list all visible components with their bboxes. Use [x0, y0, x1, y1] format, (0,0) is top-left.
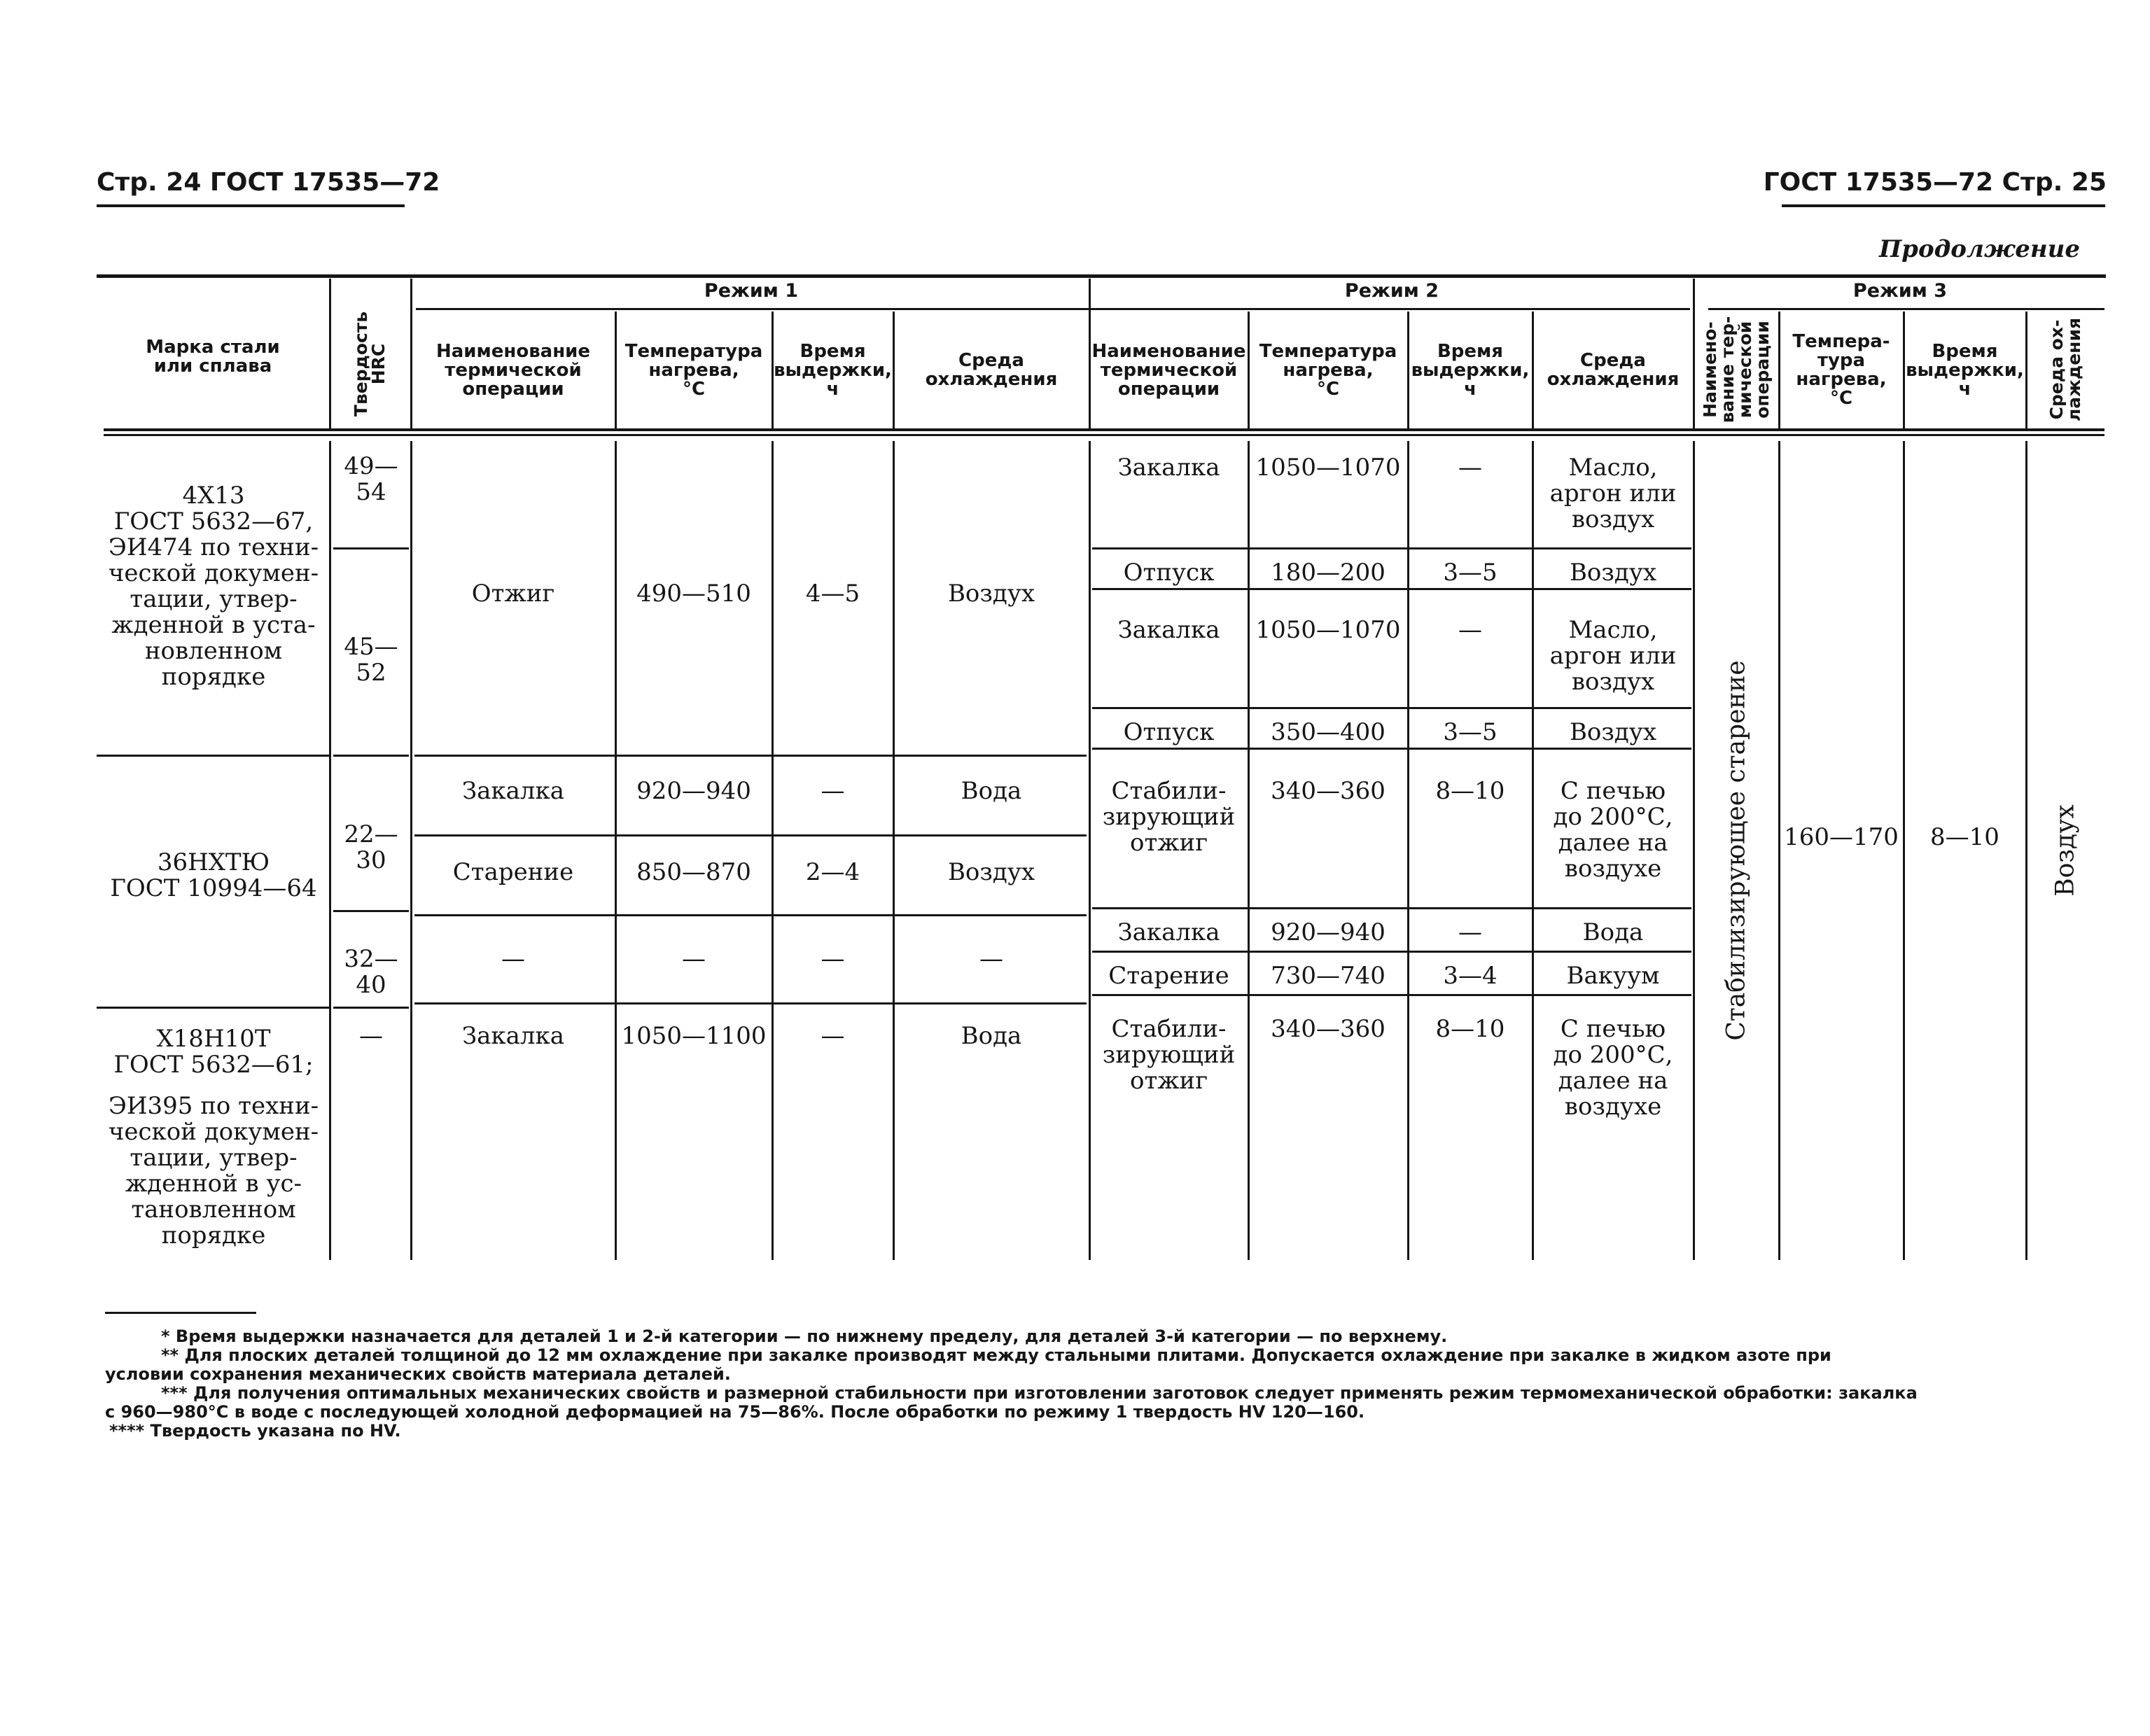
footnote-3: *** Для получения оптимальных механических свойств и размерной стабильности при изготовлении заготовок следует применять режим термомеханической обработки: закалка с 960—980°С в воде с последующей холодной деформацией на 75—86%. После обработки по режиму 1 твердость HV 120—160.	[105, 1383, 1918, 1422]
m3-temp: 160—170	[1784, 823, 1899, 851]
vline	[1248, 441, 1250, 1260]
vline	[410, 279, 412, 430]
mode-header-rule	[416, 308, 1690, 310]
page-header-left: Стр. 24 ГОСТ 17535—72	[97, 168, 440, 197]
m2-r6-temp: 730—740	[1271, 962, 1385, 990]
m2-r3-op: Отпуск	[1123, 718, 1215, 746]
m1-r2b-time: 2—4	[805, 858, 860, 886]
m2-r4-medium: С печью до 200°С, далее на воздухе	[1553, 777, 1673, 883]
m2-r4-temp: 340—360	[1271, 777, 1385, 805]
m2-r6-op: Старение	[1108, 962, 1229, 990]
m2-r2-time: —	[1458, 616, 1482, 644]
vline	[1532, 441, 1534, 1260]
row-rule	[414, 1002, 1087, 1004]
m3-col-medium: Среда ох- лаждения	[2046, 317, 2084, 422]
m2-r7-time: 8—10	[1435, 1015, 1505, 1043]
row-rule	[1092, 994, 1691, 996]
row-rule	[414, 914, 1087, 916]
vline	[615, 441, 617, 1260]
m2-r1-medium: Воздух	[1569, 559, 1657, 587]
hardness-1: 49—54	[344, 452, 398, 506]
m1-r2b-op: Старение	[452, 858, 574, 886]
vline	[2025, 441, 2027, 1260]
m3-col-temp: Темпера- тура нагрева, °С	[1792, 331, 1890, 409]
m2-col-time: Время выдержки, ч	[1411, 340, 1530, 400]
m1-r2a-temp: 920—940	[636, 777, 751, 805]
m3-op: Стабилизирующее старение	[1722, 660, 1751, 1041]
m2-r5-time: —	[1458, 918, 1482, 946]
row-rule	[97, 755, 330, 757]
m1-r1-medium: Воздух	[947, 580, 1035, 608]
m2-r1-time: 3—5	[1443, 559, 1498, 587]
m1-col-medium: Среда охлаждения	[925, 350, 1058, 390]
m2-r7-medium: С печью до 200°С, далее на воздухе	[1553, 1015, 1673, 1121]
grade-36nhtyu: 36НХТЮ ГОСТ 10994—64	[110, 848, 317, 902]
row-rule	[333, 910, 409, 912]
vline	[1248, 312, 1250, 429]
vline	[772, 441, 774, 1260]
m2-r0-temp: 1050—1070	[1255, 454, 1401, 482]
m1-r3-medium: —	[979, 945, 1003, 973]
grade-ei395: ЭИ395 по техни- ческой докумен- тации, утвер- жденной в ус- тановленном порядке	[108, 1092, 319, 1250]
m1-r2a-op: Закалка	[461, 777, 565, 805]
header-right-rule	[1782, 204, 2105, 207]
m3-col-time: Время выдержки, ч	[1906, 340, 2024, 400]
m3-col-op: Наимено- вание тер- мической операции	[1700, 316, 1773, 424]
m3-medium: Воздух	[2051, 804, 2080, 897]
row-rule	[333, 1007, 409, 1009]
grade-x18n10t: Х18Н10Т ГОСТ 5632—61;	[113, 1025, 314, 1079]
m1-col-temp: Температура нагрева, °С	[624, 340, 763, 400]
header-left-rule	[97, 204, 405, 207]
vline	[1903, 312, 1905, 429]
m2-r1-op: Отпуск	[1123, 559, 1215, 587]
m1-col-time: Время выдержки, ч	[774, 340, 892, 400]
footnote-4: **** Твердость указана по HV.	[109, 1421, 401, 1441]
vline	[2025, 312, 2027, 429]
m1-r1-temp: 490—510	[636, 580, 751, 608]
m2-r0-time: —	[1458, 454, 1482, 482]
vline	[1693, 441, 1695, 1260]
m1-r3-temp: —	[682, 945, 706, 973]
hardness-4: 32—40	[344, 945, 398, 999]
vline	[893, 441, 895, 1260]
mode3-header-rule	[1708, 308, 2104, 310]
header-bottom-rule	[104, 428, 2104, 431]
m2-r4-time: 8—10	[1435, 777, 1505, 805]
m1-r2a-medium: Вода	[961, 777, 1022, 805]
vline	[893, 312, 895, 429]
m2-r5-medium: Вода	[1582, 918, 1644, 946]
row-rule	[333, 547, 409, 550]
vline	[1778, 441, 1780, 1260]
hardness-5: —	[359, 1022, 383, 1050]
vline	[1089, 279, 1091, 430]
m2-col-temp: Температура нагрева, °С	[1259, 340, 1397, 400]
footnote-rule	[105, 1312, 256, 1314]
vline	[1903, 441, 1905, 1260]
vline	[410, 441, 412, 1260]
vline	[615, 312, 617, 429]
m2-col-op: Наименование термической операции	[1091, 340, 1246, 400]
row-rule	[1092, 547, 1691, 550]
m2-r6-time: 3—4	[1443, 962, 1498, 990]
footnote-2: ** Для плоских деталей толщиной до 12 мм охлаждение при закалке производят между стальными плитами. Допускается охлаждение при закалке в жидком азоте при условии сохранения механических свойств материала деталей.	[105, 1345, 1831, 1384]
mode2-header: Режим 2	[1344, 280, 1439, 302]
m2-r3-temp: 350—400	[1271, 718, 1385, 746]
vline	[329, 441, 331, 1260]
row-rule	[333, 755, 409, 757]
col-grade-header: Марка стали или сплава	[146, 337, 280, 377]
m2-r1-temp: 180—200	[1271, 559, 1385, 587]
hardness-2: 45—52	[344, 633, 398, 687]
vline	[1532, 312, 1534, 429]
m2-r2-op: Закалка	[1117, 616, 1220, 644]
mode3-header: Режим 3	[1852, 280, 1948, 302]
row-rule	[1092, 588, 1691, 590]
m2-r5-temp: 920—940	[1271, 918, 1385, 946]
m1-r3-op: —	[501, 945, 525, 973]
m1-r1-time: 4—5	[805, 580, 860, 608]
m1-r2b-medium: Воздух	[947, 858, 1035, 886]
m2-r7-op: Стабили- зирующий отжиг	[1102, 1015, 1236, 1095]
header-bottom-rule-2	[104, 434, 2104, 436]
m1-r2b-temp: 850—870	[636, 858, 751, 886]
row-rule	[414, 834, 1087, 836]
footnote-1: * Время выдержки назначается для деталей 1 и 2-й категории — по нижнему пределу, для деталей 3-й категории — по верхнему.	[161, 1326, 1448, 1346]
row-rule	[1092, 707, 1691, 709]
m1-r4-medium: Вода	[961, 1022, 1022, 1050]
m2-r6-medium: Вакуум	[1566, 962, 1660, 990]
m1-r2a-time: —	[821, 777, 845, 805]
m1-col-op: Наименование термической операции	[435, 340, 591, 400]
m1-r4-op: Закалка	[461, 1022, 565, 1050]
grade-4x13: 4Х13 ГОСТ 5632—67, ЭИ474 по техни- ческой докумен- тации, утвер- жденной в уста- новленном порядке	[108, 482, 319, 691]
m2-col-medium: Среда охлаждения	[1547, 350, 1680, 390]
vline	[329, 279, 331, 430]
page-header-right: ГОСТ 17535—72 Стр. 25	[1763, 168, 2107, 197]
m2-r3-medium: Воздух	[1569, 718, 1657, 746]
vline	[1693, 279, 1695, 430]
row-rule	[97, 1007, 330, 1009]
m1-r4-time: —	[821, 1022, 845, 1050]
hardness-3: 22—30	[344, 820, 398, 874]
m2-r7-temp: 340—360	[1271, 1015, 1385, 1043]
m1-r4-temp: 1050—1100	[621, 1022, 767, 1050]
col-hardness-header: Твердость HRC	[351, 311, 389, 417]
mode1-header: Режим 1	[704, 280, 799, 302]
m1-r3-time: —	[821, 945, 845, 973]
m2-r3-time: 3—5	[1443, 718, 1498, 746]
m1-r1-op: Отжиг	[471, 580, 555, 608]
vline	[1407, 441, 1409, 1260]
row-rule	[1092, 907, 1691, 909]
m2-r4-op: Стабили- зирующий отжиг	[1102, 777, 1236, 857]
vline	[1089, 441, 1091, 1260]
table-top-rule	[97, 274, 2106, 278]
vline	[1778, 312, 1780, 429]
m2-r2-medium: Масло, аргон или воздух	[1549, 616, 1677, 696]
m2-r0-op: Закалка	[1117, 454, 1220, 482]
vline	[1407, 312, 1409, 429]
row-rule	[1092, 748, 1691, 750]
row-rule	[1092, 951, 1691, 953]
m3-time: 8—10	[1930, 823, 1999, 851]
m2-r5-op: Закалка	[1117, 918, 1220, 946]
m2-r2-temp: 1050—1070	[1255, 616, 1401, 644]
continuation-label: Продолжение	[1879, 235, 2080, 263]
m2-r0-medium: Масло, аргон или воздух	[1549, 454, 1677, 533]
row-rule	[414, 755, 1087, 757]
